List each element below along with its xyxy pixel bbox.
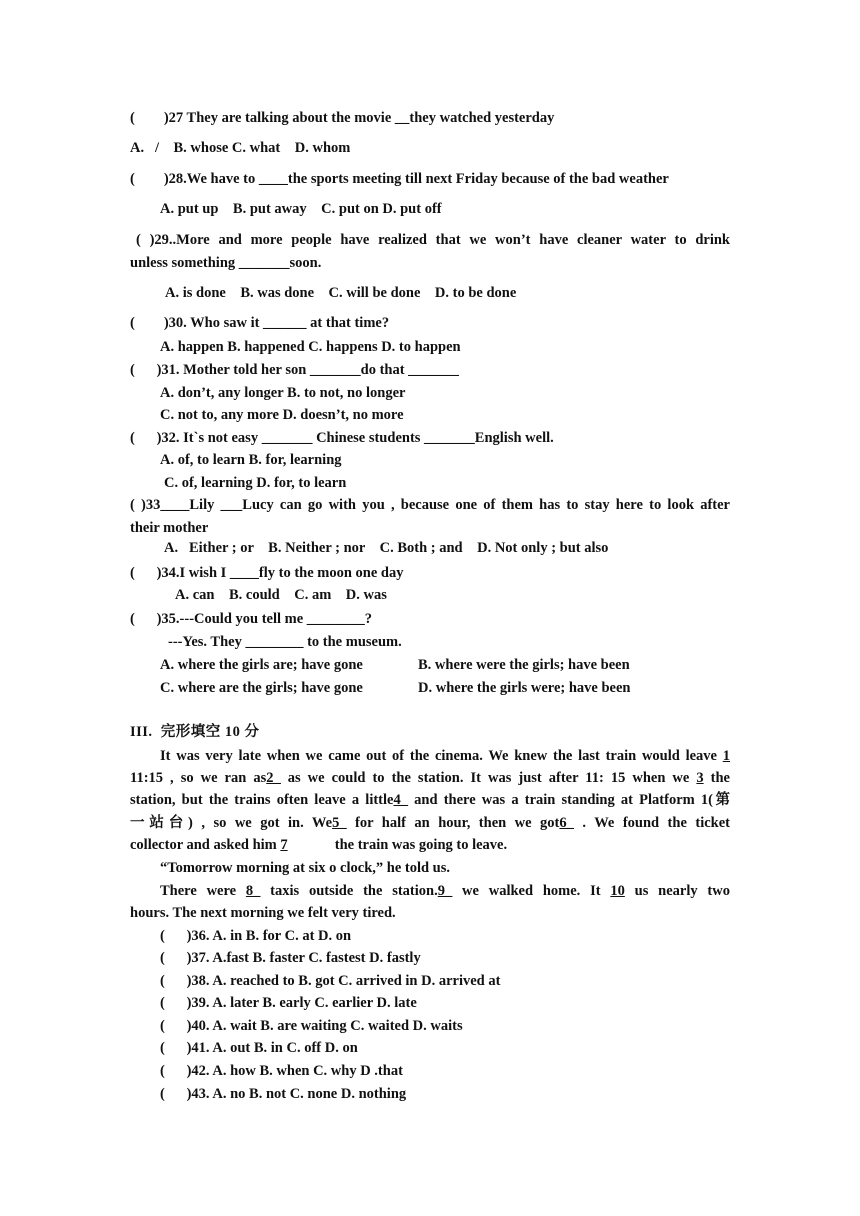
- question-29-options: A. is done B. was done C. will be done D. to be done: [165, 285, 517, 301]
- blank-6: 6_: [559, 815, 574, 831]
- blank-5: 5_: [332, 815, 347, 831]
- passage-line-2: 11:15 , so we ran as2_ as we could to the station. It was just after 11: 15 when we 3 the: [130, 770, 730, 786]
- question-27-options: A. / B. whose C. what D. whom: [130, 140, 351, 156]
- question-31-stem: ( )31. Mother told her son _______do that _______: [130, 362, 459, 378]
- question-35-option-d: D. where the girls were; have been: [418, 680, 631, 696]
- cloze-question-36: ( )36. A. in B. for C. at D. on: [160, 928, 352, 944]
- blank-4: 4_: [393, 792, 408, 808]
- question-31-options-ab: A. don’t, any longer B. to not, no longer: [160, 385, 406, 401]
- passage-line-5: collector and asked him 7 the train was going to leave.: [130, 837, 508, 853]
- cloze-question-42: ( )42. A. how B. when C. why D .that: [160, 1063, 403, 1079]
- question-32-options-ab: A. of, to learn B. for, learning: [160, 452, 342, 468]
- cloze-question-37: ( )37. A.fast B. faster C. fastest D. fastly: [160, 950, 421, 966]
- blank-7: 7: [280, 837, 288, 853]
- question-32-options-cd: C. of, learning D. for, to learn: [164, 475, 347, 491]
- question-35-option-a: A. where the girls are; have gone: [160, 657, 363, 673]
- cloze-question-39: ( )39. A. later B. early C. earlier D. late: [160, 995, 417, 1011]
- question-33-stem-continued: their mother: [130, 520, 209, 536]
- question-27-stem: ( )27 They are talking about the movie __they watched yesterday: [130, 110, 555, 126]
- question-34-options: A. can B. could C. am D. was: [175, 587, 387, 603]
- question-35-option-c: C. where are the girls; have gone: [160, 680, 363, 696]
- question-35-stem-continued: ---Yes. They ________ to the museum.: [168, 634, 402, 650]
- question-34-stem: ( )34.I wish I ____fly to the moon one day: [130, 565, 404, 581]
- question-35-stem: ( )35.---Could you tell me ________?: [130, 611, 373, 627]
- passage-line-4: 一站台) , so we got in. We5_ for half an hour, then we got6_ . We found the ticket: [130, 815, 730, 831]
- question-33-options: A. Either ; or B. Neither ; nor C. Both ; and D. Not only ; but also: [164, 540, 609, 556]
- passage-line-6: There were 8_ taxis outside the station.9_ we walked home. It 10 us nearly two: [160, 883, 730, 899]
- question-31-options-cd: C. not to, any more D. doesn’t, no more: [160, 407, 404, 423]
- question-28-options: A. put up B. put away C. put on D. put off: [160, 201, 442, 217]
- cloze-question-41: ( )41. A. out B. in C. off D. on: [160, 1040, 358, 1056]
- cloze-question-38: ( )38. A. reached to B. got C. arrived in D. arrived at: [160, 973, 501, 989]
- passage-line-1: It was very late when we came out of the cinema. We knew the last train would leave 1: [160, 748, 730, 764]
- blank-9: 9_: [437, 883, 453, 899]
- blank-2: 2_: [266, 770, 281, 786]
- question-32-stem: ( )32. It`s not easy _______ Chinese students _______English well.: [130, 430, 554, 446]
- question-29-stem: ( )29..More and more people have realized that we won’t have cleaner water to drink: [136, 232, 730, 248]
- question-29-stem-continued: unless something _______soon.: [130, 255, 322, 271]
- question-35-option-b: B. where were the girls; have been: [418, 657, 630, 673]
- question-28-stem: ( )28.We have to ____the sports meeting till next Friday because of the bad weather: [130, 171, 669, 187]
- question-33-stem: ( )33____Lily ___Lucy can go with you , because one of them has to stay here to look after: [130, 497, 730, 513]
- blank-1: 1: [722, 748, 730, 764]
- passage-line-3: station, but the trains often leave a little4_ and there was a train standing at Platform 1(第: [130, 792, 730, 808]
- cloze-question-40: ( )40. A. wait B. are waiting C. waited D. waits: [160, 1018, 463, 1034]
- cloze-question-43: ( )43. A. no B. not C. none D. nothing: [160, 1086, 407, 1102]
- passage-line-7: hours. The next morning we felt very tired.: [130, 905, 396, 921]
- question-30-options: A. happen B. happened C. happens D. to happen: [160, 339, 461, 355]
- blank-8: 8_: [245, 883, 261, 899]
- blank-3: 3: [696, 770, 704, 786]
- question-30-stem: ( )30. Who saw it ______ at that time?: [130, 315, 390, 331]
- blank-10: 10: [610, 883, 625, 899]
- passage-quote: “Tomorrow morning at six o clock,” he told us.: [160, 860, 451, 876]
- section-heading: III. 完形填空 10 分: [130, 724, 260, 740]
